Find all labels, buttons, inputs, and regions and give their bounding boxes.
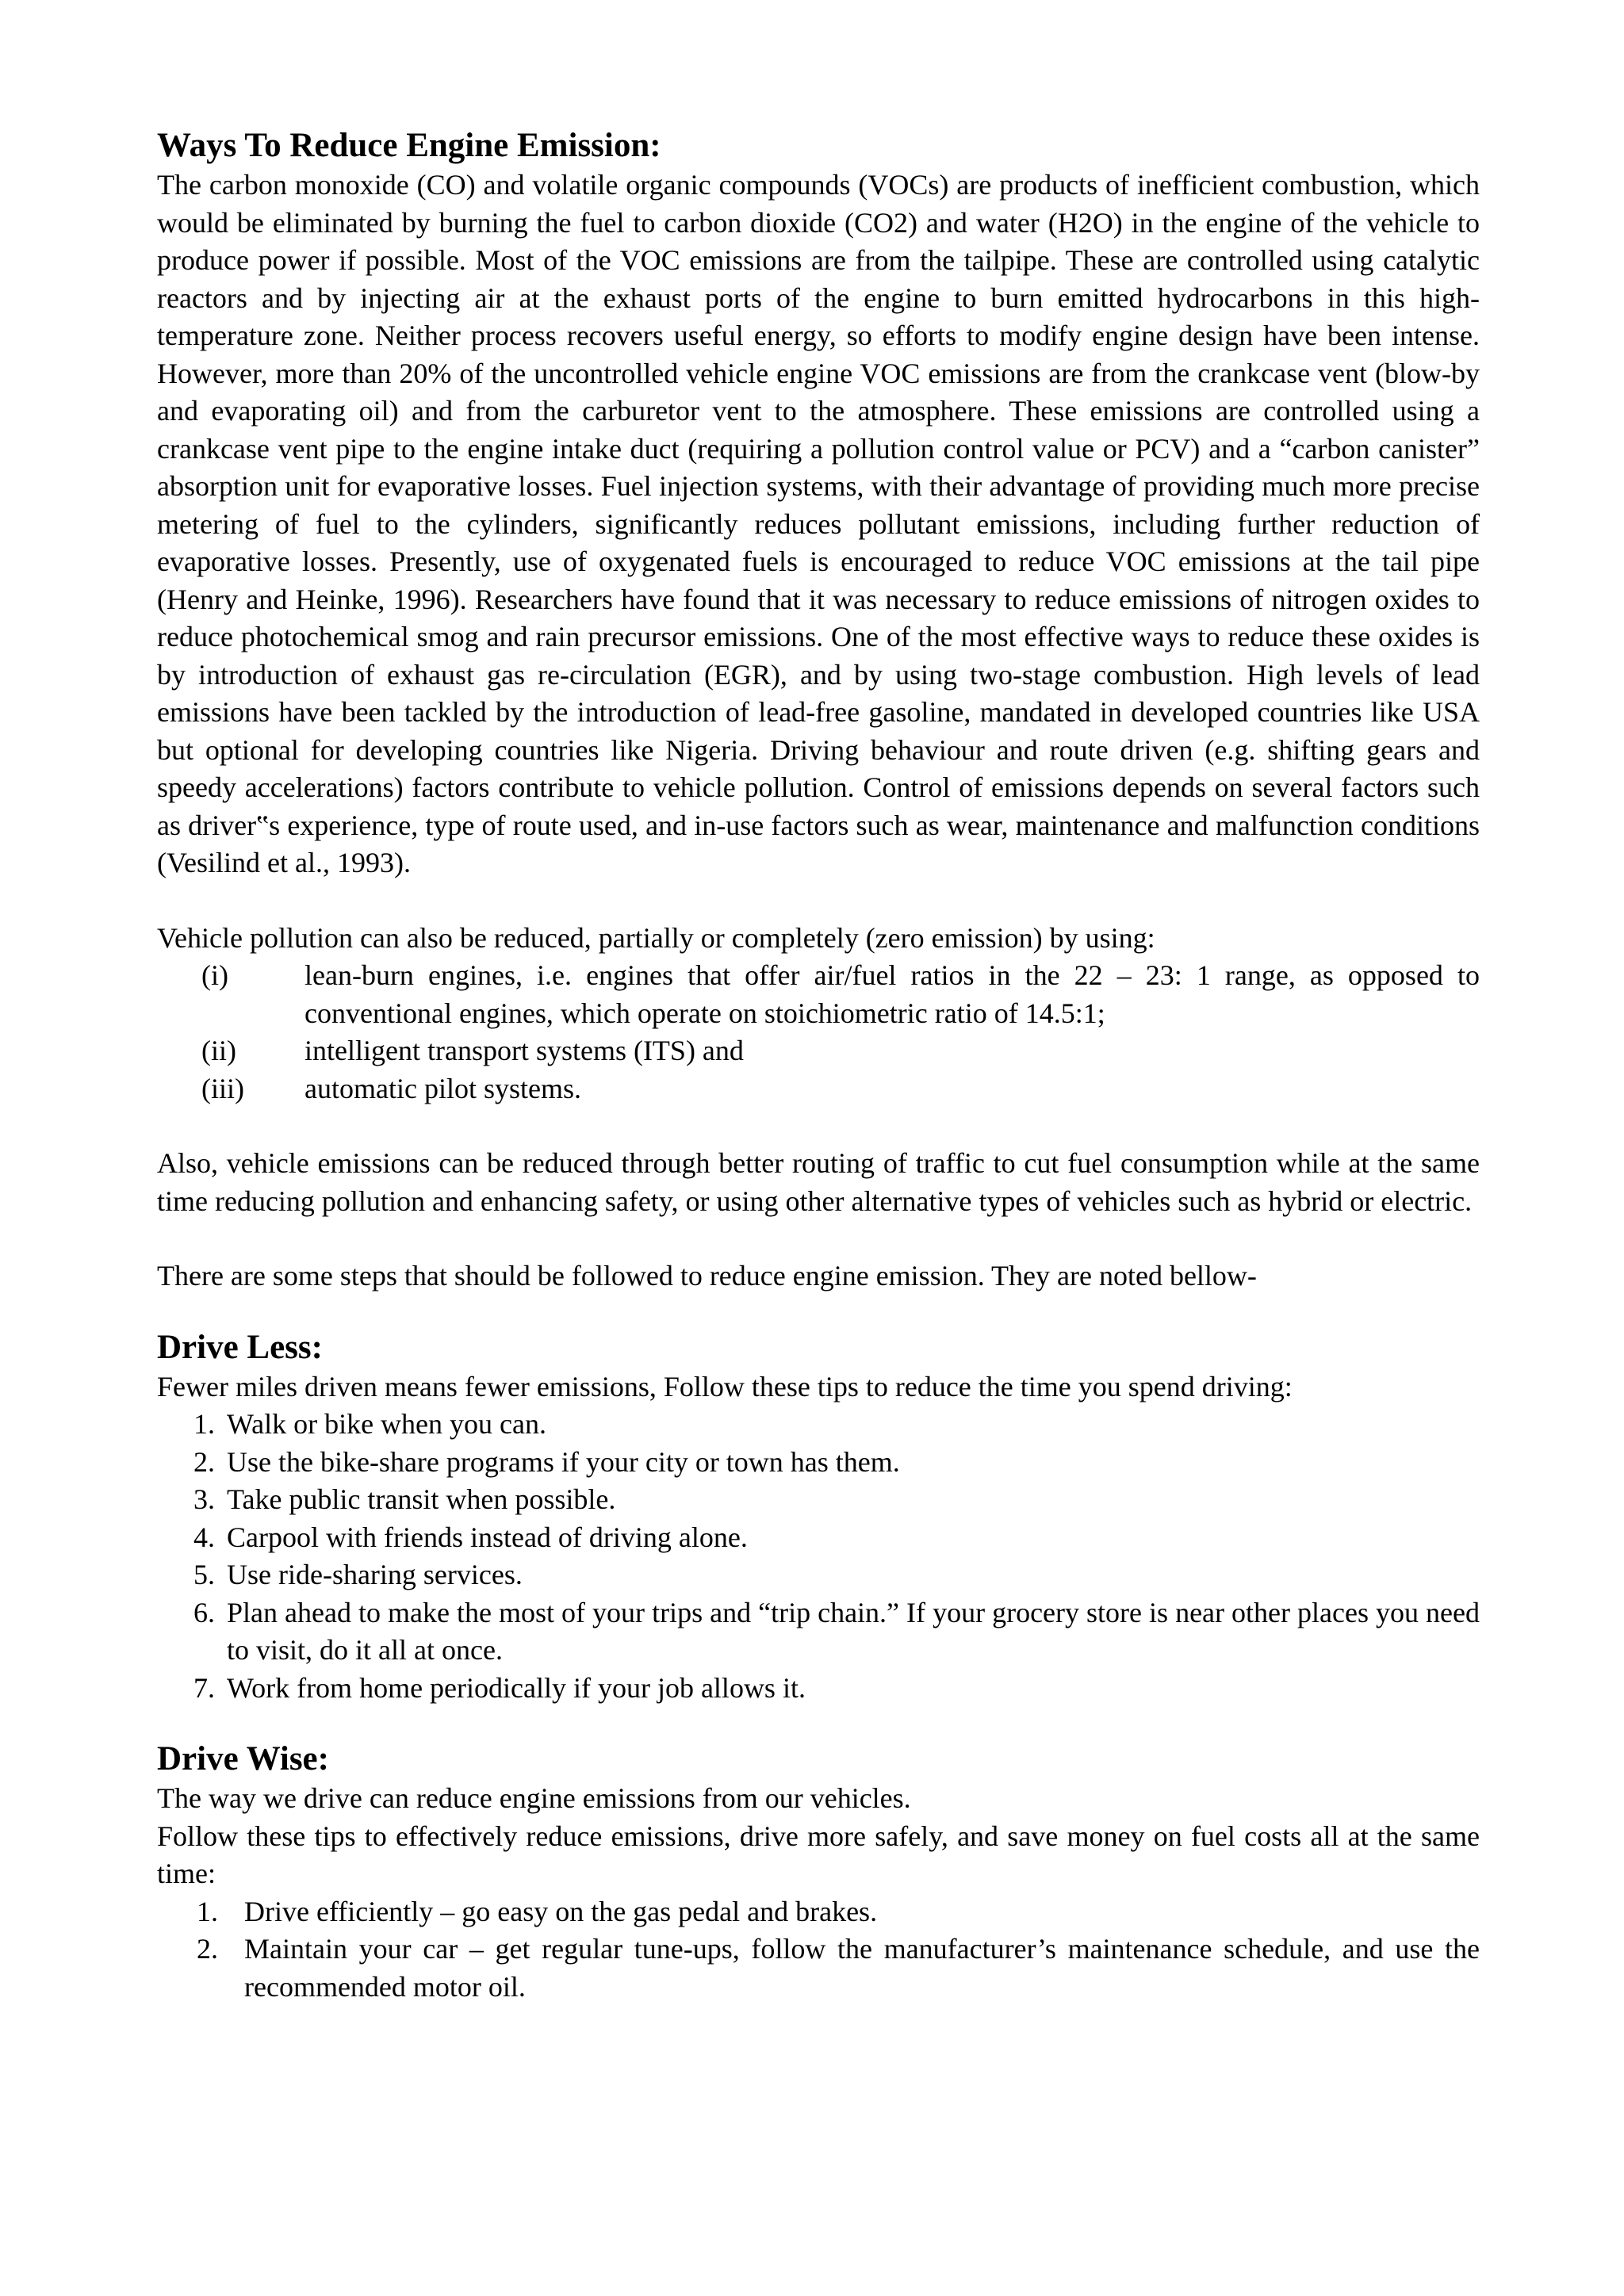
list-item [157, 1594, 1480, 1670]
list-item [157, 1519, 1480, 1557]
list-item [157, 1032, 1480, 1070]
list-item-text: Work from home periodically if your job allows it. [227, 1671, 806, 1704]
list-item [157, 1556, 1480, 1594]
list-item-text: Walk or bike when you can. [227, 1408, 546, 1440]
list-marker: 6. [193, 1596, 215, 1628]
steps-paragraph: There are some steps that should be followed to reduce engine emission. They are noted bellow- [157, 1260, 1257, 1292]
spacer [157, 882, 1480, 920]
list-item [157, 1893, 1480, 1931]
list-marker: (iii) [201, 1072, 244, 1104]
list-marker: 4. [193, 1521, 215, 1553]
list-item-text: automatic pilot systems. [304, 1072, 581, 1104]
list-marker: (i) [201, 959, 228, 991]
list-item [157, 1481, 1480, 1519]
section-heading-drive-wise: Drive Wise: [157, 1740, 329, 1777]
list-item [157, 1670, 1480, 1708]
list-item [157, 1070, 1480, 1108]
list-item-text: lean-burn engines, i.e. engines that offer air/fuel ratios in the 22 – 23: 1 range, as opposed to conventional engines, which operate on stoichiometric ratio of 14.5:1; [304, 959, 1480, 1029]
section-heading-drive-less: Drive Less: [157, 1328, 323, 1366]
list-item [157, 1444, 1480, 1482]
list-marker: 5. [193, 1559, 215, 1590]
list-item-text: Use ride-sharing services. [227, 1559, 523, 1590]
list-item [157, 1931, 1480, 2006]
list-item-text: intelligent transport systems (ITS) and [304, 1035, 744, 1066]
list-marker: 3. [193, 1483, 215, 1515]
spacer [157, 1108, 1480, 1145]
spacer [157, 1707, 1480, 1739]
list-marker: (ii) [201, 1035, 236, 1066]
list-marker: 2. [193, 1445, 215, 1478]
document-page [157, 125, 1480, 2006]
list-item [157, 957, 1480, 1032]
drive-less-list [157, 1406, 1480, 1707]
list-item [157, 1406, 1480, 1444]
list-item-text: Plan ahead to make the most of your trips and “trip chain.” If your grocery store is near other places you need to visit, do it all at once. [227, 1596, 1480, 1666]
section-heading-ways-to-reduce: Ways To Reduce Engine Emission: [157, 127, 661, 164]
drive-wise-list [157, 1893, 1480, 2007]
list-marker: 2. [197, 1933, 218, 1965]
intro-paragraph: The carbon monoxide (CO) and volatile organic compounds (VOCs) are products of inefficient combustion, which would be eliminated by burning the fuel to carbon dioxide (CO2) and water (H2O) in the engine of the vehicle to produce power if possible. Most of the VOC emissions are from the tailpipe. These are controlled using catalytic reactors and by injecting air at the exhaust ports of the engine to burn emitted hydrocarbons in this high-temperature zone. Neither process recovers useful energy, so efforts to modify engine design have been intense. However, more than 20% of the uncontrolled vehicle engine VOC emissions are from the crankcase vent (blow-by and evaporating oil) and from the carburetor vent to the atmosphere. These emissions are controlled using a crankcase vent pipe to the engine intake duct (requiring a pollution control value or PCV) and a “carbon canister” absorption unit for evaporative losses. Fuel injection systems, with their advantage of providing much more precise metering of fuel to the cylinders, significantly reduces pollutant emissions, including further reduction of evaporative losses. Presently, use of oxygenated fuels is encouraged to reduce VOC emissions at the tail pipe (Henry and Heinke, 1996). Researchers have found that it was necessary to reduce emissions of nitrogen oxides to reduce photochemical smog and rain precursor emissions. One of the most effective ways to reduce these oxides is by introduction of exhaust gas re-circulation (EGR), and by using two-stage combustion. High levels of lead emissions have been tackled by the introduction of lead-free gasoline, mandated in developed countries like USA but optional for developing countries like Nigeria. Driving behaviour and route driven (e.g. shifting gears and speedy accelerations) factors contribute to vehicle pollution. Control of emissions depends on several factors such as driver‟s experience, type of route used, and in-use factors such as wear, maintenance and malfunction conditions (Vesilind et al., 1993). [157, 169, 1480, 878]
list-item-text: Carpool with friends instead of driving alone. [227, 1521, 748, 1553]
list-marker: 1. [193, 1408, 215, 1440]
list-marker: 1. [197, 1895, 218, 1927]
spacer [157, 1295, 1480, 1327]
pollution-reduction-intro: Vehicle pollution can also be reduced, partially or completely (zero emission) by using: [157, 921, 1155, 954]
drive-less-intro: Fewer miles driven means fewer emissions, Follow these tips to reduce the time you spend driving: [157, 1370, 1293, 1402]
list-item-text: Maintain your car – get regular tune-ups, follow the manufacturer’s maintenance schedule, and use the recommended motor oil. [244, 1933, 1480, 2003]
spacer [157, 1220, 1480, 1257]
roman-list [157, 957, 1480, 1108]
drive-wise-intro-1: The way we drive can reduce engine emissions from our vehicles. [157, 1782, 911, 1814]
list-item-text: Take public transit when possible. [227, 1483, 616, 1515]
also-paragraph: Also, vehicle emissions can be reduced through better routing of traffic to cut fuel consumption while at the same time reducing pollution and enhancing safety, or using other alternative types of vehicles such as hybrid or electric. [157, 1147, 1480, 1217]
list-item-text: Use the bike-share programs if your city or town has them. [227, 1445, 900, 1478]
drive-wise-intro-2: Follow these tips to effectively reduce emissions, drive more safely, and save money on fuel costs all at the same time: [157, 1820, 1480, 1889]
list-item-text: Drive efficiently – go easy on the gas pedal and brakes. [244, 1895, 878, 1927]
list-marker: 7. [193, 1671, 215, 1704]
